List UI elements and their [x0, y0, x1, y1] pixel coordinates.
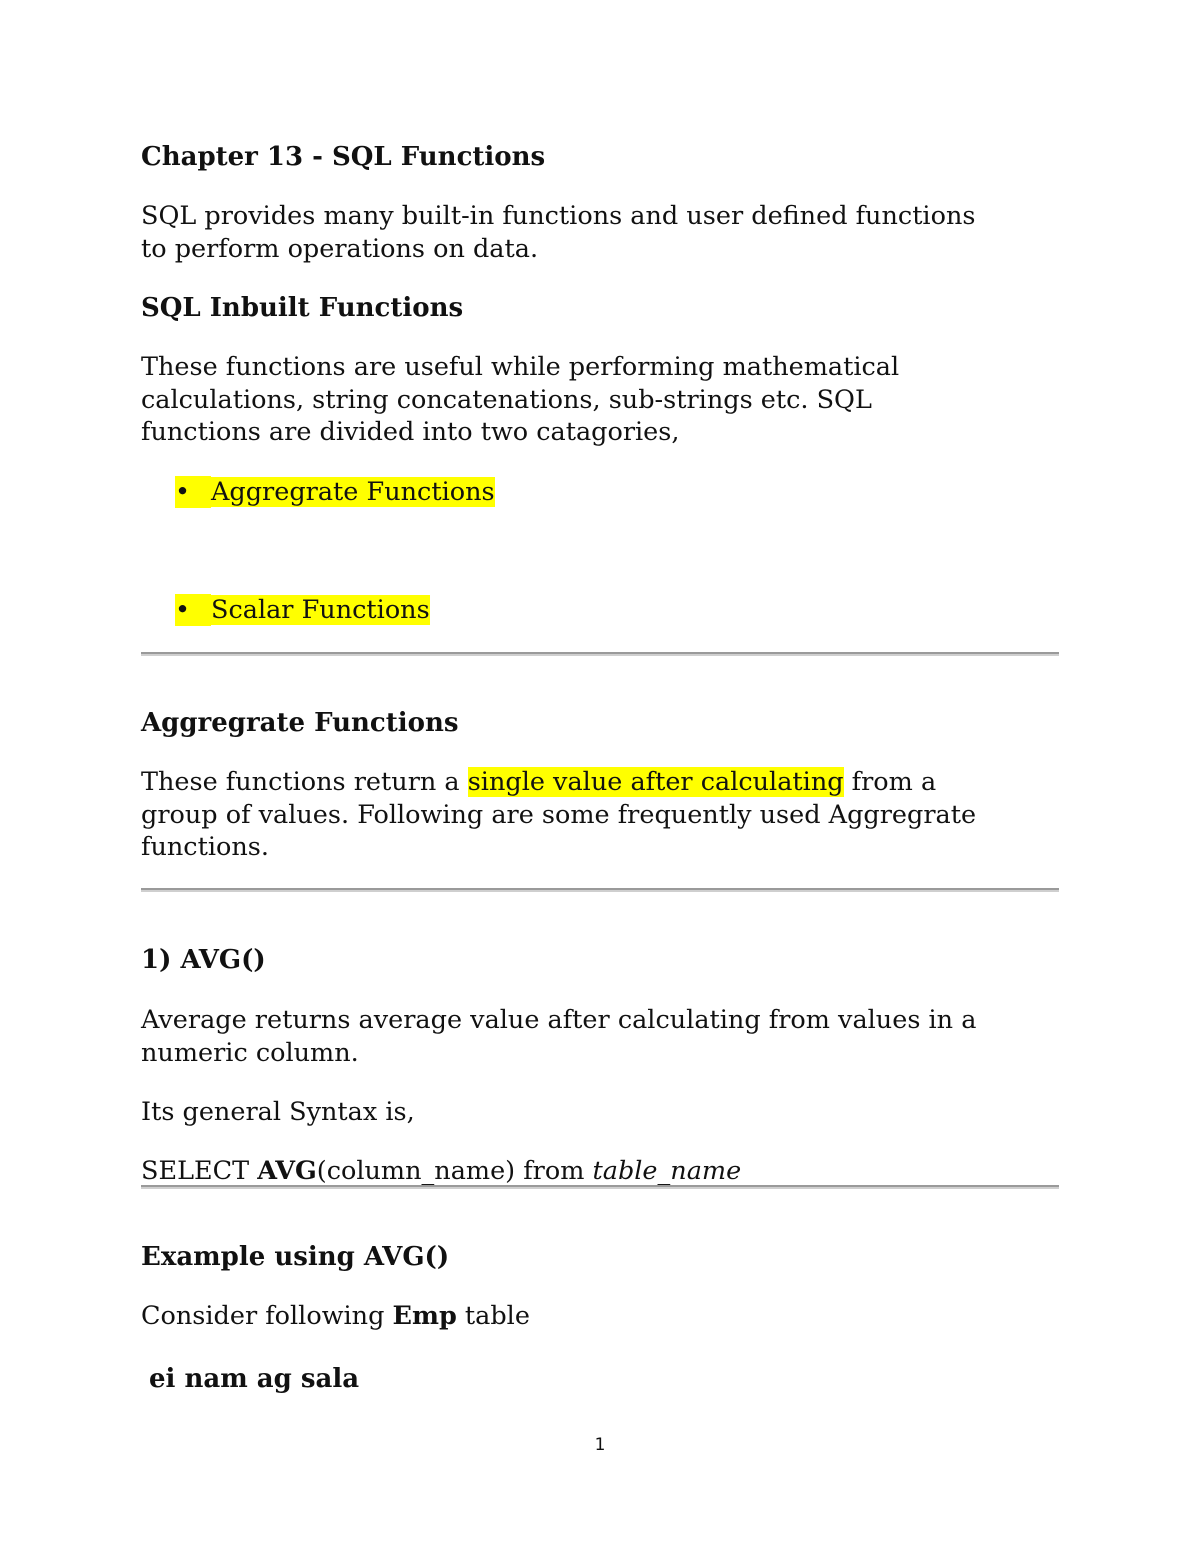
horizontal-rule: [141, 1185, 1059, 1189]
horizontal-rule: [141, 888, 1059, 892]
bullet-label: Aggregrate Functions: [211, 477, 495, 507]
syntax-select: SELECT: [141, 1156, 258, 1186]
example-text-post: table: [456, 1301, 530, 1331]
bullet-icon: •: [175, 476, 211, 508]
bullet-label: Scalar Functions: [211, 595, 430, 625]
aggregate-line-1: [141, 766, 936, 799]
example-line: [141, 1300, 530, 1333]
aggregate-line-3: functions.: [141, 832, 269, 862]
bullet-item-aggregate: [175, 476, 495, 508]
syntax-table: table_name: [592, 1156, 742, 1186]
syntax-intro: Its general Syntax is,: [141, 1097, 415, 1127]
avg-heading: 1) AVG(): [141, 945, 266, 975]
aggregate-line-2: group of values. Following are some frequently used Aggregrate: [141, 800, 977, 830]
avg-line-1: Average returns average value after calculating from values in a: [141, 1005, 977, 1035]
avg-line-2: numeric column.: [141, 1038, 359, 1068]
example-heading: Example using AVG(): [141, 1242, 450, 1272]
chapter-title: Chapter 13 - SQL Functions: [141, 142, 546, 172]
syntax-args: (column_name) from: [316, 1156, 593, 1186]
aggregate-text-post: from a: [843, 767, 937, 797]
syntax-line: [141, 1155, 741, 1188]
bullet-icon: •: [175, 594, 211, 626]
inbuilt-line-2: calculations, string concatenations, sub-strings etc. SQL: [141, 385, 872, 415]
aggregate-text-pre: These functions return a: [141, 767, 468, 797]
page-number: 1: [594, 1435, 606, 1455]
example-text-pre: Consider following: [141, 1301, 393, 1331]
example-table-name: Emp: [392, 1301, 457, 1331]
inbuilt-line-3: functions are divided into two catagories,: [141, 417, 680, 447]
horizontal-rule: [141, 652, 1059, 656]
syntax-function: AVG: [257, 1156, 317, 1186]
inbuilt-heading: SQL Inbuilt Functions: [141, 293, 464, 323]
table-header-fragment: ei nam ag sala: [149, 1364, 360, 1394]
bullet-item-scalar: [175, 594, 430, 626]
intro-line-1: SQL provides many built-in functions and user defined functions: [141, 201, 976, 231]
intro-line-2: to perform operations on data.: [141, 234, 539, 264]
inbuilt-line-1: These functions are useful while performing mathematical: [141, 352, 900, 382]
aggregate-highlight: single value after calculating: [467, 767, 844, 797]
aggregate-heading: Aggregrate Functions: [141, 708, 459, 738]
